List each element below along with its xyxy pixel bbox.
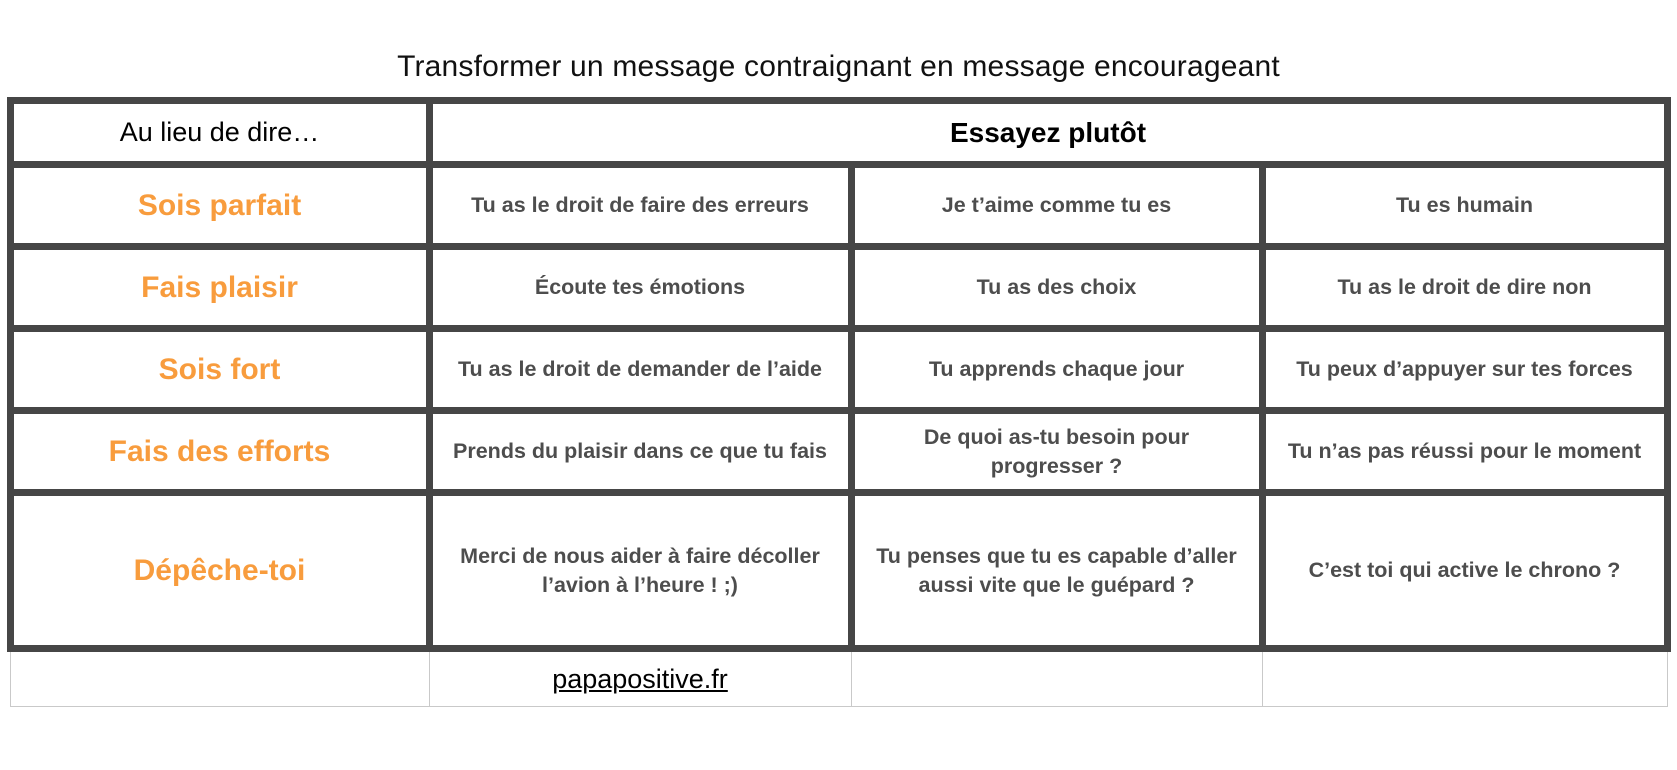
row-label-cell: Sois parfait	[10, 165, 429, 247]
row-label-cell: Fais plaisir	[10, 247, 429, 329]
alternative-cell: Écoute tes émotions	[429, 247, 851, 329]
page-title: Transformer un message contraignant en message encourageant	[397, 50, 1280, 83]
footer-empty-cell	[1262, 649, 1667, 707]
table-row	[10, 247, 1667, 329]
message-table	[7, 97, 1671, 707]
alternative-cell: De quoi as-tu besoin pour progresser ?	[851, 411, 1262, 493]
alternative-cell: Tu as le droit de dire non	[1262, 247, 1667, 329]
header-try-cell: Essayez plutôt	[429, 101, 1667, 165]
alternative-cell: C’est toi qui active le chrono ?	[1262, 493, 1667, 649]
table-footer-row	[10, 649, 1667, 707]
alternative-cell: Tu peux d’appuyer sur tes forces	[1262, 329, 1667, 411]
alternative-cell: Tu as des choix	[851, 247, 1262, 329]
table-row	[10, 493, 1667, 649]
alternative-cell: Prends du plaisir dans ce que tu fais	[429, 411, 851, 493]
footer-empty-cell	[10, 649, 429, 707]
table-row	[10, 411, 1667, 493]
header-instead-cell: Au lieu de dire…	[10, 101, 429, 165]
table-row	[10, 165, 1667, 247]
alternative-cell: Tu n’as pas réussi pour le moment	[1262, 411, 1667, 493]
table-row	[10, 329, 1667, 411]
alternative-cell: Tu penses que tu es capable d’aller aussi vite que le guépard ?	[851, 493, 1262, 649]
alternative-cell: Tu es humain	[1262, 165, 1667, 247]
row-label-cell: Dépêche-toi	[10, 493, 429, 649]
alternative-cell: Tu as le droit de demander de l’aide	[429, 329, 851, 411]
table-header-row	[10, 101, 1667, 165]
row-label-cell: Sois fort	[10, 329, 429, 411]
alternative-cell: Tu apprends chaque jour	[851, 329, 1262, 411]
alternative-cell: Merci de nous aider à faire décoller l’avion à l’heure ! ;)	[429, 493, 851, 649]
row-label-cell: Fais des efforts	[10, 411, 429, 493]
papapositive-link[interactable]: papapositive.fr	[552, 663, 728, 694]
alternative-cell: Tu as le droit de faire des erreurs	[429, 165, 851, 247]
alternative-cell: Je t’aime comme tu es	[851, 165, 1262, 247]
footer-link-cell	[429, 649, 851, 707]
footer-empty-cell	[851, 649, 1262, 707]
